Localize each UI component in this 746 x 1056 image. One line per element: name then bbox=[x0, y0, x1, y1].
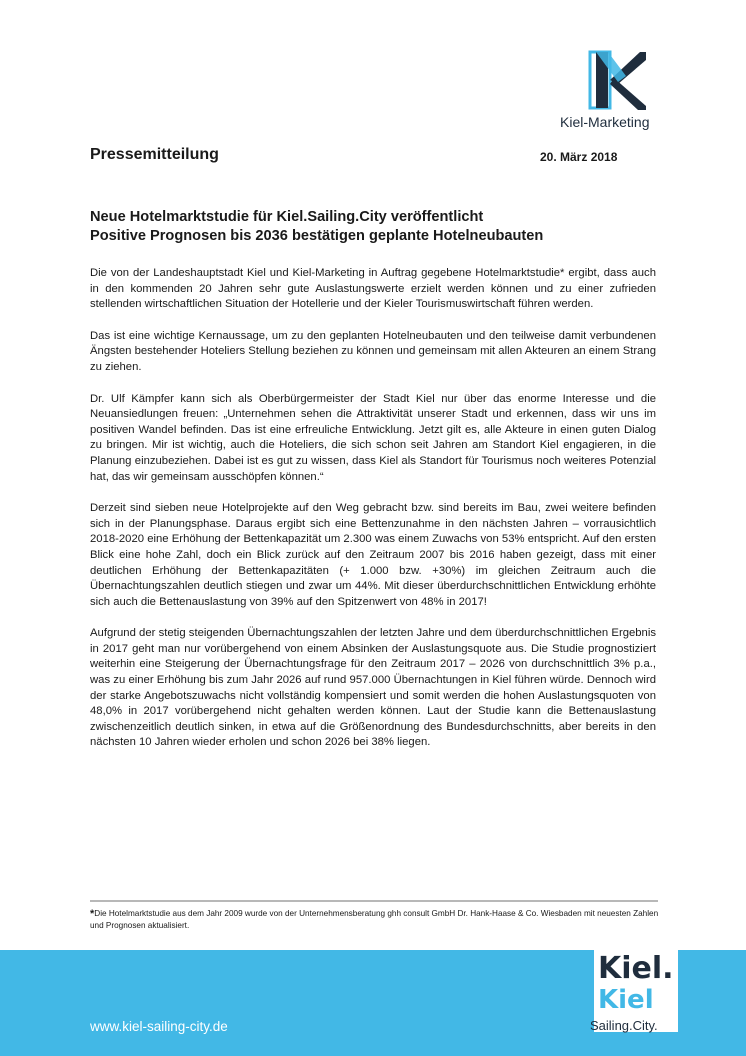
body-paragraph-1: Die von der Landeshauptstadt Kiel und Kiel-Marketing in Auftrag gegebene Hotelmarktstudie* ergibt, dass auch in den kommenden 20 Jahren sehr gute Auslastungswerte erzielt werden können und zu einer zufrieden stellenden wirtschaftlichen Situation der Hotellerie und der Kieler Tourismuswirtschaft führen werden. bbox=[90, 267, 656, 311]
footnote-divider bbox=[90, 900, 658, 902]
kiel-sailing-city-logo-label: Sailing.City. bbox=[590, 1018, 658, 1033]
headline-line-1: Neue Hotelmarktstudie für Kiel.Sailing.City veröffentlicht bbox=[90, 209, 484, 225]
headline-line-2: Positive Prognosen bis 2036 bestätigen geplante Hotelneubauten bbox=[90, 228, 544, 244]
footnote-text: Die Hotelmarktstudie aus dem Jahr 2009 wurde von der Unternehmensberatung ghh consult GmbH Dr. Hank-Haase & Co. Wiesbaden mit neuesten Zahlen und Prognosen aktualisiert. bbox=[90, 909, 659, 930]
document-type-title: Pressemitteilung bbox=[90, 146, 219, 163]
body-paragraph-5: Aufgrund der stetig steigenden Übernachtungszahlen der letzten Jahre und dem überdurchschnittlichen Ergebnis in 2017 geht man nur vorübergehend von einem Absinken der Auslastungsquote aus. Die Studie prognostiziert weiterhin eine Steigerung der Übernachtungsfrage für den Zeitraum 2017 – 2026 von durchschnittlich 3% p.a., was zu einer Erhöhung bis zum Jahr 2026 auf rund 957.000 Übernachtungen in Kiel führen würde. Dennoch wird der starke Angebotszuwachs nicht vollständig kompensiert und somit werden die hohen Auslastungsquoten von 48,0% in 2017 vorübergehend nicht gehalten werden können. Laut der Studie kann die Bettenauslastung zwischenzeitlich deutlich sinken, in etwa auf die Größenordnung des Bundesdurchschnitts, aber bereits in den nächsten 10 Jahren wieder erholen und schon 2026 bei 38% liegen. bbox=[90, 627, 656, 749]
footnote bbox=[90, 908, 660, 932]
footer-url-link[interactable]: www.kiel-sailing-city.de bbox=[90, 1019, 228, 1034]
body-paragraph-3: Dr. Ulf Kämpfer kann sich als Oberbürgermeister der Stadt Kiel nur über das enorme Interesse und die Neuansiedlungen freuen: „Unternehmen sehen die Attraktivität unserer Stadt und erkennen, dass wir uns im positiven Wandel befinden. Das ist eine erfreuliche Entwicklung. Jetzt gilt es, alle Akteure in einen guten Dialog zu bringen. Mir ist wichtig, auch die Hoteliers, die sich schon seit Jahren am Standort Kiel engagieren, in die Planung einzubeziehen. Dabei ist es gut zu wissen, dass Kiel als Standort für Tourismus noch weiteres Potenzial hat, das wir gemeinsam ausschöpfen können.“ bbox=[90, 392, 656, 483]
body-paragraph-2: Das ist eine wichtige Kernaussage, um zu den geplanten Hotelneubauten und den teilweise damit verbundenen Ängsten bestehender Hoteliers Stellung beziehen zu können und gemeinsam mit allen Akteuren an einem Strang zu ziehen. bbox=[90, 329, 656, 373]
footnote-marker: * bbox=[90, 908, 95, 920]
logo-wordmark-mirror: Kiel bbox=[598, 985, 654, 1015]
body-text bbox=[90, 266, 656, 767]
kiel-marketing-logo-label: Kiel-Marketing bbox=[560, 114, 650, 130]
headline bbox=[90, 208, 660, 246]
kiel-marketing-logo-icon bbox=[588, 48, 648, 112]
body-paragraph-4: Derzeit sind sieben neue Hotelprojekte auf den Weg gebracht bzw. sind bereits im Bau, zwei weitere befinden sich in der Planungsphase. Daraus ergibt sich eine Bettenzunahme in den nächsten Jahren – vorrausichtlich 2018-2020 eine Erhöhung der Bettenkapazität um 2.300 was einem Zuwachs von 53% entspricht. Auf den ersten Blick eine hohe Zahl, doch ein Blick zurück auf den Zeitraum 2007 bis 2016 haben gezeigt, dass mit einer deutlichen Erhöhung der Bettenkapazitäten (+ 1.000 bzw. +30%) im gleichen Zeitraum auch die Übernachtungszahlen deutlich stiegen und zwar um 44%. Mit dieser überdurchschnittlichen Entwicklung erhöhte sich auch die Bettenauslastung von 39% auf den Spitzenwert von 48% in 2017! bbox=[90, 502, 656, 608]
logo-wordmark-top: Kiel. bbox=[598, 951, 674, 986]
document-date: 20. März 2018 bbox=[540, 150, 618, 164]
